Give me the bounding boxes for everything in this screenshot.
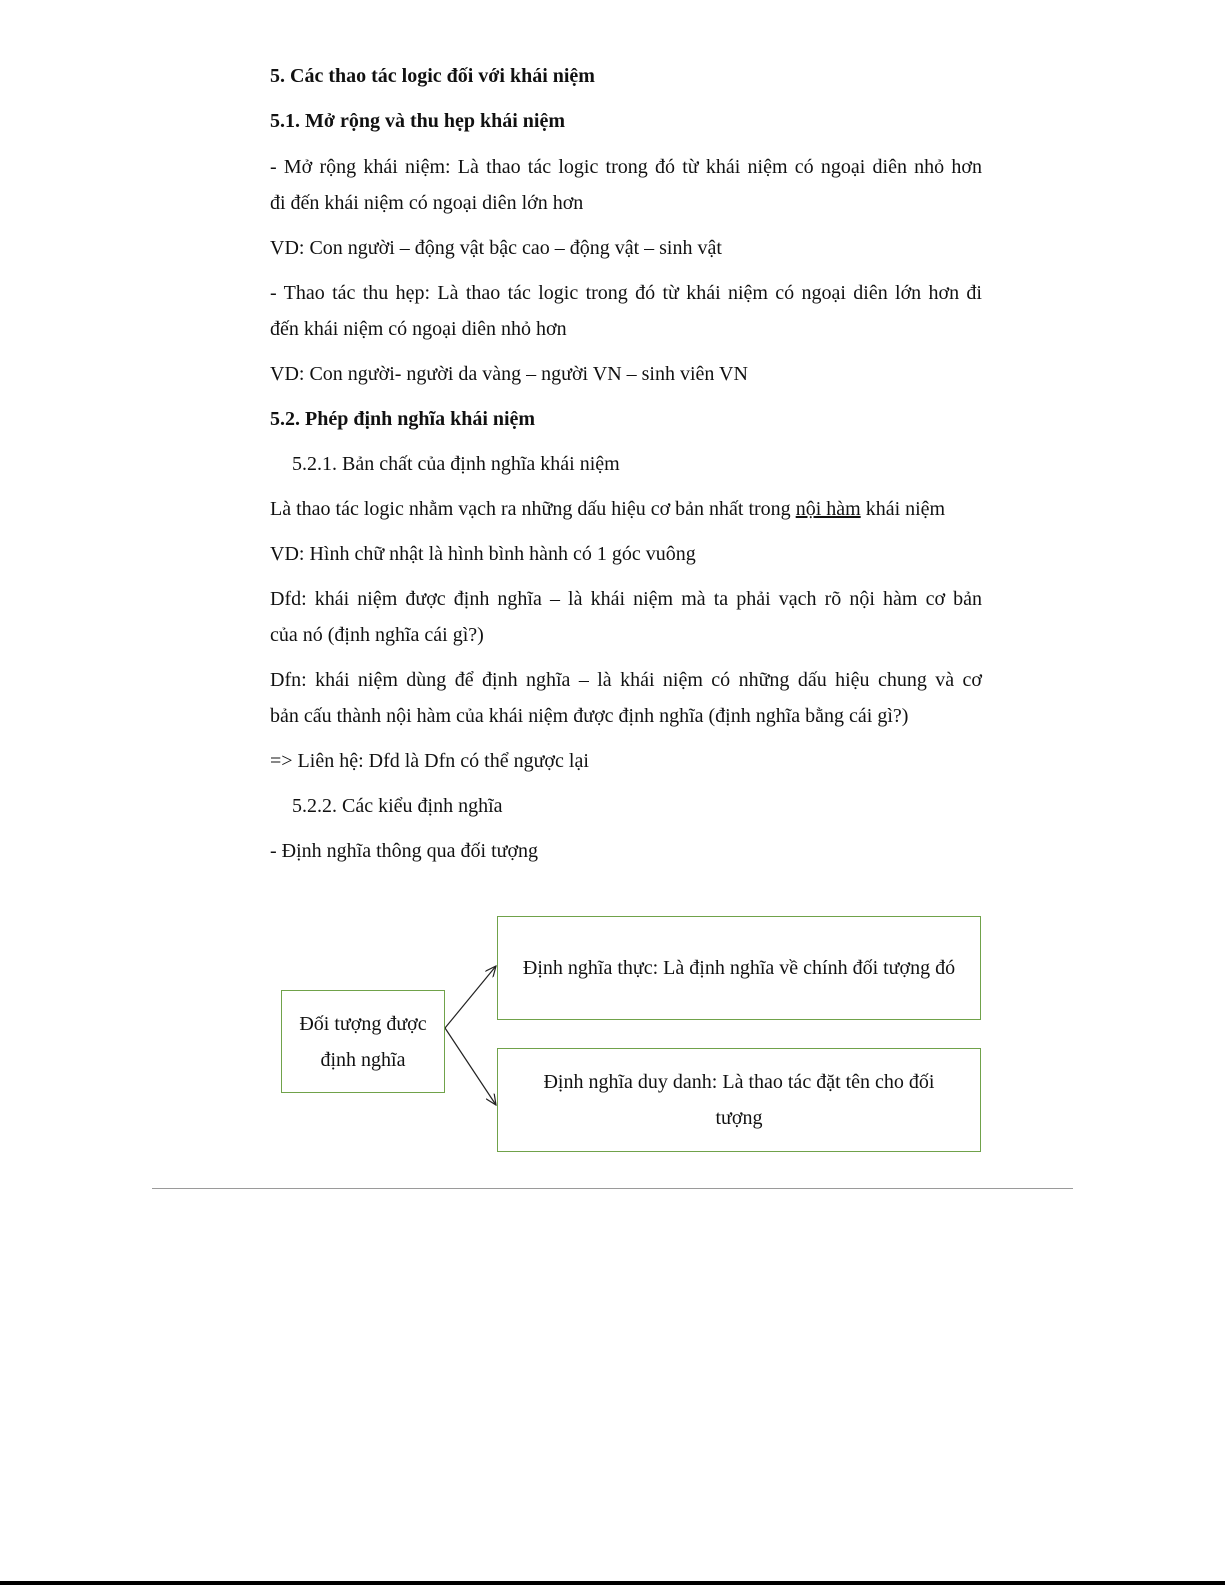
paragraph-line: của nó (định nghĩa cái gì?) xyxy=(270,624,484,646)
label-line: Đối tượng được xyxy=(299,1012,427,1035)
underlined-term: nội hàm xyxy=(795,498,861,520)
paragraph-line: - Thao tác thu hẹp: Là thao tác logic trong đó từ khái niệm có ngoại diên lớn hơn đi xyxy=(270,282,982,304)
page-bottom-edge xyxy=(0,1581,1225,1585)
heading-section-5-2-2: 5.2.2. Các kiểu định nghĩa xyxy=(292,795,503,817)
label-line: định nghĩa xyxy=(320,1048,406,1071)
diagram-nominal-definition-label xyxy=(543,1064,934,1136)
example-line: VD: Hình chữ nhật là hình bình hành có 1 góc vuông xyxy=(270,543,696,565)
page-separator-line xyxy=(152,1188,1073,1189)
paragraph-line: đi đến khái niệm có ngoại diên lớn hơn xyxy=(270,192,584,214)
arrow-to-nominal-definition xyxy=(445,1028,496,1105)
paragraph-line: đến khái niệm có ngoại diên nhỏ hơn xyxy=(270,318,567,340)
paragraph-line: Dfd: khái niệm được định nghĩa – là khái niệm mà ta phải vạch rõ nội hàm cơ bản xyxy=(270,588,982,610)
example-line: VD: Con người- người da vàng – người VN – sinh viên VN xyxy=(270,363,748,385)
diagram-source-label xyxy=(299,1006,426,1078)
paragraph-line: Dfn: khái niệm dùng để định nghĩa – là khái niệm có những dấu hiệu chung và cơ xyxy=(270,669,982,691)
heading-section-5: 5. Các thao tác logic đối với khái niệm xyxy=(270,65,595,87)
paragraph-line: bản cấu thành nội hàm của khái niệm được định nghĩa (định nghĩa bằng cái gì?) xyxy=(270,705,909,727)
bullet-object-definition: - Định nghĩa thông qua đối tượng xyxy=(270,840,539,862)
example-line: VD: Con người – động vật bậc cao – động vật – sinh vật xyxy=(270,237,722,259)
text-span: khái niệm xyxy=(860,498,946,520)
paragraph-line: - Mở rộng khái niệm: Là thao tác logic trong đó từ khái niệm có ngoại diên nhỏ hơn xyxy=(270,156,982,178)
text-span: Là thao tác logic nhằm vạch ra những dấu hiệu cơ bản nhất trong xyxy=(270,498,796,520)
heading-section-5-2: 5.2. Phép định nghĩa khái niệm xyxy=(270,408,536,430)
diagram-source-box xyxy=(281,990,445,1093)
label-line: tượng xyxy=(715,1107,763,1129)
heading-section-5-1: 5.1. Mở rộng và thu hẹp khái niệm xyxy=(270,110,565,132)
label-line: Định nghĩa duy danh: Là thao tác đặt tên cho đối xyxy=(543,1071,935,1093)
diagram-real-definition-box xyxy=(497,916,981,1020)
diagram-nominal-definition-box xyxy=(497,1048,981,1152)
diagram-real-definition-label: Định nghĩa thực: Là định nghĩa về chính đối tượng đó xyxy=(522,957,956,979)
arrow-to-real-definition xyxy=(445,966,496,1028)
relation-line: => Liên hệ: Dfd là Dfn có thể ngược lại xyxy=(270,750,589,772)
heading-section-5-2-1: 5.2.1. Bản chất của định nghĩa khái niệm xyxy=(292,453,620,475)
